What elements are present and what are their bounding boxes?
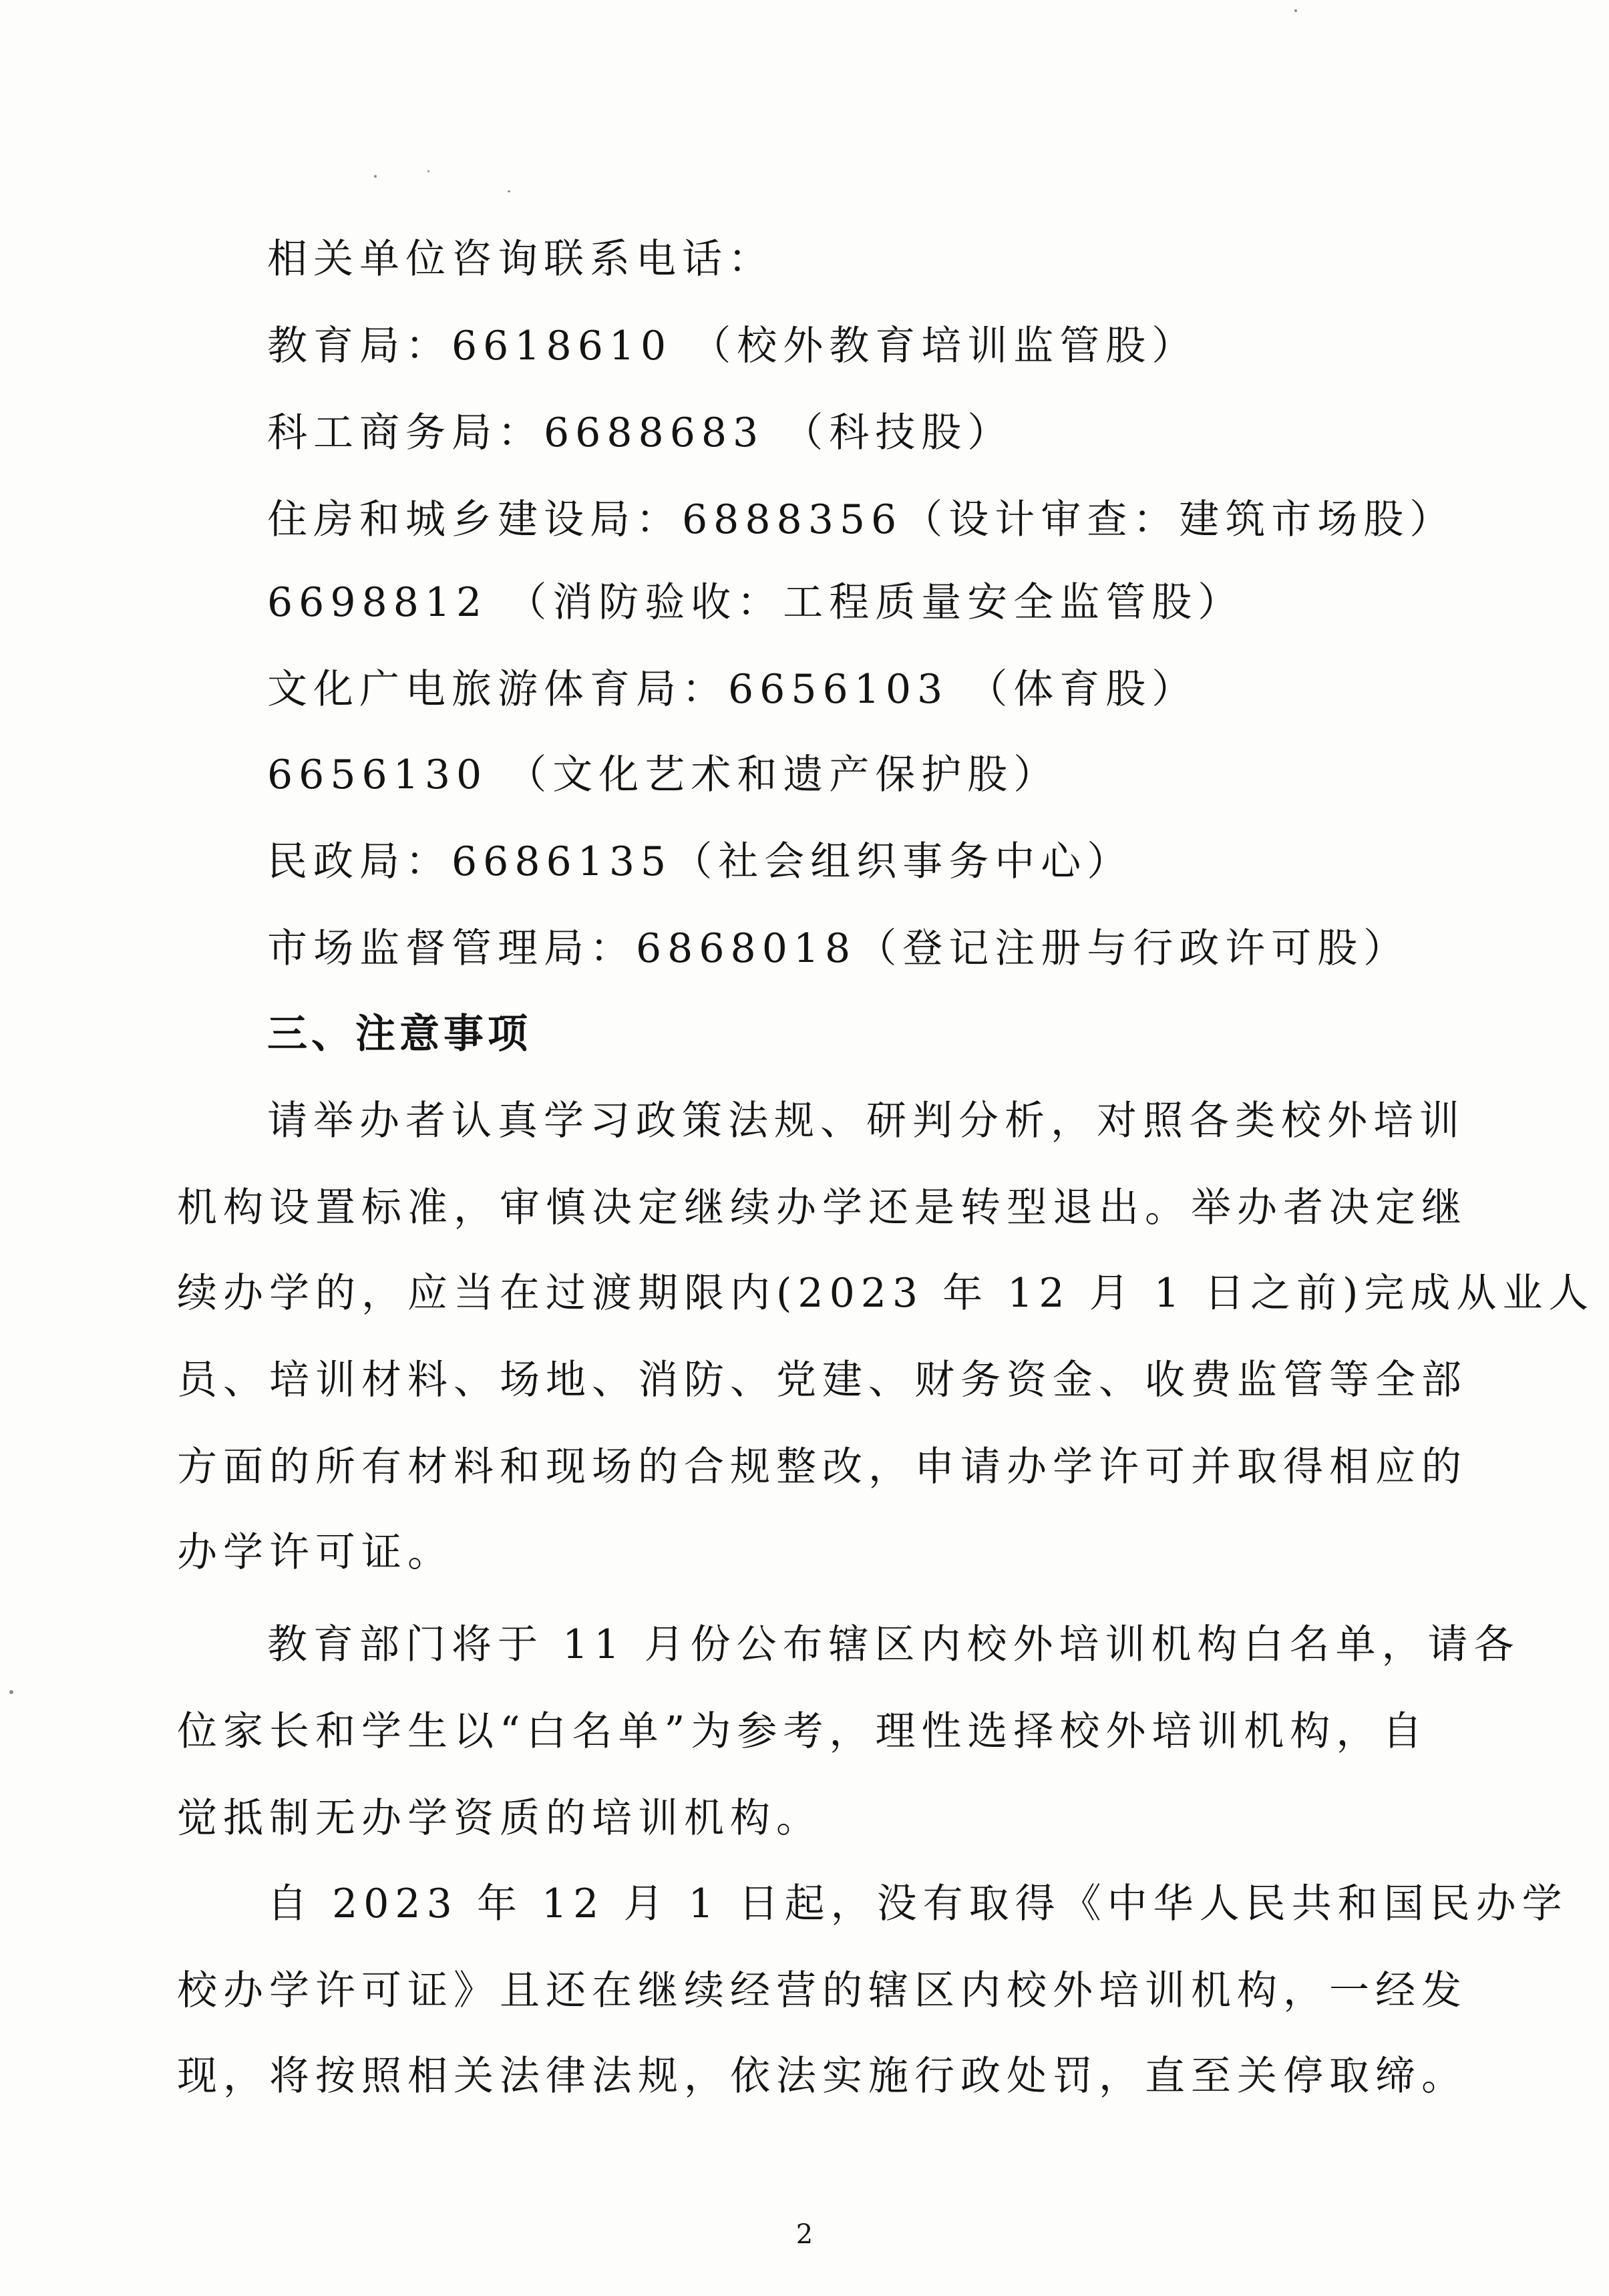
scan-speck [374,175,377,178]
contact-line: 科工商务局：6688683 （科技股） [267,409,1014,456]
page-number: 2 [795,2219,814,2250]
paragraph-line: 请举办者认真学习政策法规、研判分析，对照各类校外培训 [267,1098,1465,1144]
paragraph-line: 办学许可证。 [177,1529,454,1576]
scan-speck [1294,9,1297,12]
scan-speck [9,1690,13,1694]
contact-line: 6656130 （文化艺术和遗产保护股） [267,752,1060,798]
paragraph-line: 自 2023 年 12 月 1 日起，没有取得《中华人民共和国民办学 [267,1880,1568,1927]
contact-line: 住房和城乡建设局：6888356（设计审查：建筑市场股） [267,496,1456,543]
contacts-heading: 相关单位咨询联系电话： [267,236,774,283]
contact-line: 民政局：6686135（社会组织事务中心） [267,838,1133,885]
section-heading: 三、注意事项 [267,1011,532,1057]
scan-speck [427,170,429,172]
paragraph-line: 机构设置标准，审慎决定继续办学还是转型退出。举办者决定继 [177,1184,1467,1231]
contact-line: 教育局：6618610 （校外教育培训监管股） [267,323,1198,369]
paragraph-line: 教育部门将于 11 月份公布辖区内校外培训机构白名单，请各 [267,1621,1520,1668]
scan-speck [508,190,510,192]
paragraph-line: 方面的所有材料和现场的合规整改，申请办学许可并取得相应的 [177,1444,1467,1490]
paragraph-line: 觉抵制无办学资质的培训机构。 [177,1795,822,1842]
contact-line: 市场监督管理局：6868018（登记注册与行政许可股） [267,925,1410,972]
paragraph-line: 续办学的，应当在过渡期限内(2023 年 12 月 1 日之前)完成从业人 [177,1270,1595,1317]
paragraph-line: 校办学许可证》且还在继续经营的辖区内校外培训机构，一经发 [177,1967,1467,2014]
paragraph-line: 现，将按照相关法律法规，依法实施行政处罚，直至关停取缔。 [177,2053,1467,2100]
contact-line: 6698812 （消防验收：工程质量安全监管股） [267,579,1244,626]
paragraph-line: 位家长和学生以“白名单”为参考，理性选择校外培训机构，自 [177,1708,1429,1755]
contact-line: 文化广电旅游体育局：6656103 （体育股） [267,666,1198,713]
paragraph-line: 员、培训材料、场地、消防、党建、财务资金、收费监管等全部 [177,1357,1467,1404]
